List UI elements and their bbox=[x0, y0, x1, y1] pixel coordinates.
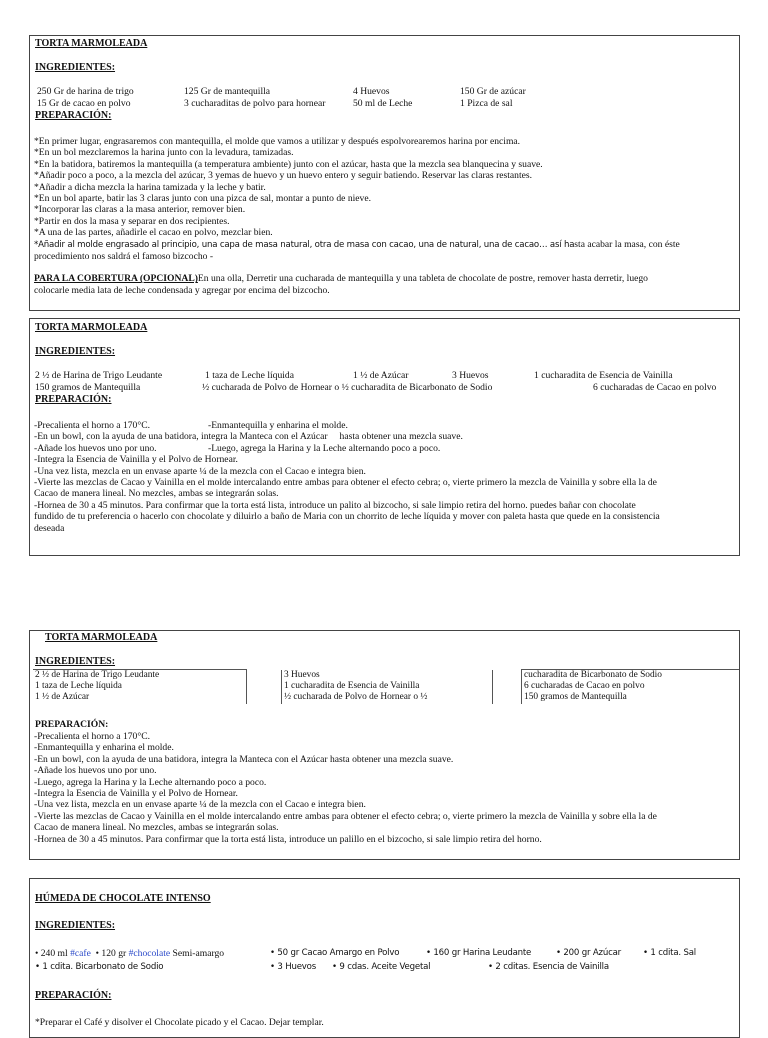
recipe-3-title: TORTA MARMOLEADA bbox=[45, 632, 158, 643]
cover-label: PARA LA COBERTURA (OPCIONAL) bbox=[34, 273, 198, 285]
ingredient: 3 cucharaditas de polvo para hornear bbox=[184, 98, 326, 109]
step: -Enmantequilla y enharina el molde. bbox=[34, 742, 174, 754]
recipe-2-title: TORTA MARMOLEADA bbox=[35, 322, 148, 333]
ingredients-col-2 bbox=[247, 670, 282, 704]
recipe-1-prep-label: PREPARACIÓN: bbox=[35, 110, 112, 121]
ingredient: • 1 cdita. Sal bbox=[643, 948, 696, 958]
ingredient-text: Semi-amargo bbox=[170, 948, 225, 959]
ingredient bbox=[35, 948, 224, 959]
ingredient: 1 ½ de Azúcar bbox=[35, 692, 90, 703]
ingredient: • 2 cditas. Esencia de Vainilla bbox=[488, 962, 609, 972]
ingredient: 50 ml de Leche bbox=[353, 98, 413, 109]
hashtag-cafe-link[interactable]: #cafe bbox=[70, 948, 91, 959]
recipe-1-title: TORTA MARMOLEADA bbox=[35, 38, 148, 49]
ingredient: 1 taza de Leche líquida bbox=[35, 681, 122, 692]
step: -Precalienta el horno a 170°C. bbox=[34, 731, 150, 742]
step: *Incorporar las claras a la masa anterior, remover bien. bbox=[34, 204, 246, 216]
ingredient: 150 Gr de azúcar bbox=[460, 86, 526, 97]
step-part: -Enmantequilla y enharina el molde. bbox=[208, 420, 348, 431]
step: -Hornea de 30 a 45 minutos. Para confirmar que la torta está lista, introduce un palillo en el bizcocho, si sale limpio retira del horno. bbox=[34, 833, 542, 845]
recipe-2-prep-label: PREPARACIÓN: bbox=[35, 394, 112, 405]
step: *Añadir a dicha mezcla la harina tamizada y la leche y batir. bbox=[34, 181, 266, 193]
step-part: -Precalienta el horno a 170°C. bbox=[34, 420, 150, 431]
ingredient: 2 ½ de Harina de Trigo Leudante bbox=[35, 670, 160, 680]
ingredient: 15 Gr de cacao en polvo bbox=[37, 98, 131, 109]
step: -Vierte las mezclas de Cacao y Vainilla en el molde intercalando entre ambas para obtener el efecto cebra; o, vierte primero la mezcla de Vainilla y sobre ella la de bbox=[34, 810, 657, 822]
step: Cacao de manera lineal. No mezcles, ambas se integrarán solas. bbox=[34, 488, 279, 500]
recipe-2-steps bbox=[34, 420, 739, 534]
ingredients-col-5 bbox=[522, 670, 740, 704]
ingredient: 1 Pizca de sal bbox=[460, 98, 513, 109]
step: -Integra la Esencia de Vainilla y el Polvo de Hornear. bbox=[34, 454, 238, 466]
step: *En un bol mezclaremos la harina junto con la levadura, tamizadas. bbox=[34, 147, 294, 159]
ingredient: cucharadita de Bicarbonato de Sodio bbox=[524, 670, 662, 680]
recipe-1-steps bbox=[34, 136, 739, 296]
ingredient-text: • 240 ml bbox=[35, 948, 71, 959]
cover-text: En una olla, Derretir una cucharada de mantequilla y una tableta de chocolate de postre, remover hasta derretir, luego bbox=[197, 273, 648, 285]
step: -En un bowl, con la ayuda de una batidora, integra la Manteca con el Azúcar hasta obtener una mezcla suave. bbox=[34, 431, 463, 443]
step: -Una vez lista, mezcla en un envase aparte ¼ de la mezcla con el Cacao e integra bien. bbox=[34, 465, 366, 477]
step: deseada bbox=[34, 522, 65, 534]
step: *Partir en dos la masa y separar en dos recipientes. bbox=[34, 215, 230, 227]
step: Cacao de manera lineal. No mezcles, ambas se integrarán solas. bbox=[34, 822, 279, 834]
ingredient: 3 Huevos bbox=[452, 370, 489, 381]
ingredient: 125 Gr de mantequilla bbox=[184, 86, 271, 97]
recipe-3-prep-label: PREPARACIÓN: bbox=[35, 719, 109, 730]
recipe-3-ingredients-label: INGREDIENTES: bbox=[35, 656, 116, 667]
recipe-4-prep-label: PREPARACIÓN: bbox=[35, 990, 112, 1001]
recipe-3-steps bbox=[34, 731, 739, 845]
ingredient: 150 gramos de Mantequilla bbox=[35, 382, 141, 393]
ingredients-col-1 bbox=[33, 670, 247, 704]
ingredient: • 160 gr Harina Leudante bbox=[426, 948, 532, 958]
step bbox=[34, 443, 739, 454]
step bbox=[34, 420, 739, 431]
ingredient: 4 Huevos bbox=[353, 86, 390, 97]
ingredient: ½ cucharada de Polvo de Hornear o ½ cucharadita de Bicarbonato de Sodio bbox=[202, 382, 493, 393]
step-part: -Luego, agrega la Harina y la Leche alternando poco a poco. bbox=[208, 442, 441, 454]
step bbox=[34, 239, 739, 251]
step: -Vierte las mezclas de Cacao y Vainilla en el molde intercalando entre ambas para obtener el efecto cebra; o, vierte primero la mezcla de Vainilla y sobre ella la de bbox=[34, 477, 657, 489]
recipe-4-ingredients-label: INGREDIENTES: bbox=[35, 920, 116, 931]
step: *En la batidora, batiremos la mantequilla (a temperatura ambiente) junto con el azúcar, hasta que la mezcla sea blanquecina y suave. bbox=[34, 158, 543, 170]
step: fundido de tu preferencia o hacerlo con chocolate y diluirlo a baño de Maria con un chorrito de leche líquida y mover con paleta hasta que quede en la consistencia bbox=[34, 511, 660, 523]
ingredient: • 200 gr Azúcar bbox=[556, 948, 622, 958]
ingredient: 250 Gr de harina de trigo bbox=[37, 86, 134, 97]
ingredient: 1 ½ de Azúcar bbox=[353, 370, 409, 381]
step-part: *Añadir al molde engrasado al principio, una capa de masa natural, otra de masa con cacao, una de natural, una de cacao… así ha bbox=[34, 239, 575, 250]
ingredient: • 50 gr Cacao Amargo en Polvo bbox=[270, 948, 400, 958]
ingredient: 1 taza de Leche líquida bbox=[205, 370, 294, 381]
ingredient: • 9 cdas. Aceite Vegetal bbox=[332, 962, 431, 972]
ingredient: • 3 Huevos bbox=[270, 962, 317, 972]
step: -Hornea de 30 a 45 minutos. Para confirmar que la torta está lista, introduce un palito al bizcocho, si sale limpio retira del horno. puedes bañar con chocolate bbox=[34, 499, 636, 511]
ingredient: ½ cucharada de Polvo de Hornear o ½ bbox=[284, 691, 428, 702]
step: -Añade los huevos uno por uno. bbox=[34, 765, 157, 777]
recipe-3-ingredients-table bbox=[33, 669, 739, 704]
step: -En un bowl, con la ayuda de una batidora, integra la Manteca con el Azúcar hasta obtener una mezcla suave. bbox=[34, 753, 454, 765]
step: *En un bol aparte, batir las 3 claras junto con una pizca de sal, montar a punto de nieve. bbox=[34, 193, 371, 205]
ingredient: • 1 cdita. Bicarbonato de Sodio bbox=[35, 962, 164, 972]
step: *En primer lugar, engrasaremos con mantequilla, el molde que vamos a utilizar y después espolvorearemos harina por encima. bbox=[34, 136, 521, 147]
ingredient: 3 Huevos bbox=[284, 669, 320, 680]
step: -Luego, agrega la Harina y la Leche alternando poco a poco. bbox=[34, 776, 267, 788]
ingredient: 6 cucharadas de Cacao en polvo bbox=[593, 382, 717, 393]
ingredients-col-3 bbox=[282, 670, 493, 704]
step-part: -Añade los huevos uno por uno. bbox=[34, 442, 157, 454]
cover-paragraph bbox=[34, 273, 739, 284]
step: *Añadir poco a poco, a la mezcla del azúcar, 3 yemas de huevo y un huevo entero y seguir batiendo. Reservar las claras restantes. bbox=[34, 170, 533, 182]
step: procedimiento nos saldrá el famoso bizcocho - bbox=[34, 251, 214, 263]
step: *A una de las partes, añadirle el cacao en polvo, mezclar bien. bbox=[34, 227, 273, 239]
recipe-4-title: HÚMEDA DE CHOCOLATE INTENSO bbox=[35, 893, 211, 904]
cover-text-line: colocarle media lata de leche condensada y agregar por encima del bizcocho. bbox=[34, 284, 330, 296]
recipe-2-ingredients-label: INGREDIENTES: bbox=[35, 346, 116, 357]
ingredient: 150 gramos de Mantequilla bbox=[524, 692, 627, 703]
ingredients-col-4 bbox=[493, 670, 522, 704]
hashtag-chocolate-link[interactable]: #chocolate bbox=[128, 948, 171, 959]
ingredient-text: • 120 gr bbox=[90, 948, 129, 959]
ingredient: 2 ½ de Harina de Trigo Leudante bbox=[35, 370, 163, 381]
ingredient: 6 cucharadas de Cacao en polvo bbox=[524, 681, 645, 692]
step-part: sta acabar la masa, con éste bbox=[574, 238, 680, 250]
ingredient: 1 cucharadita de Esencia de Vainilla bbox=[534, 370, 673, 381]
recipe-1-ingredients-label: INGREDIENTES: bbox=[35, 62, 116, 73]
ingredient: 1 cucharadita de Esencia de Vainilla bbox=[284, 680, 420, 691]
step: -Integra la Esencia de Vainilla y el Polvo de Hornear. bbox=[34, 788, 238, 800]
step: -Una vez lista, mezcla en un envase aparte ¼ de la mezcla con el Cacao e integra bien. bbox=[34, 799, 366, 811]
step: *Preparar el Café y disolver el Chocolate picado y el Cacao. Dejar templar. bbox=[35, 1017, 324, 1028]
